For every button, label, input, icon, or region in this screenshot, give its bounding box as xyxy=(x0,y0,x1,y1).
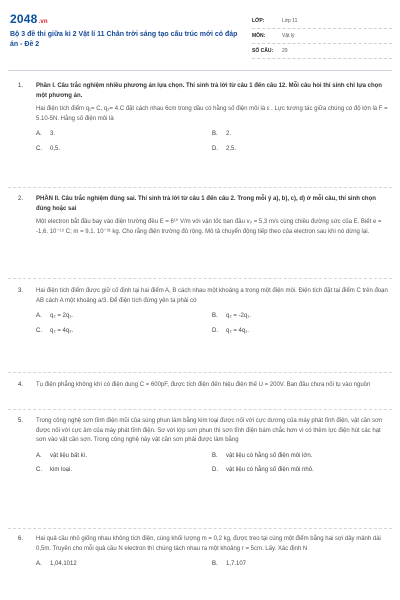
question-number: 1. xyxy=(18,83,24,89)
question-number: 3. xyxy=(18,288,24,294)
option-b[interactable]: B. vật liệu có hằng số điện môi lớn. xyxy=(212,452,313,459)
question-number: 6. xyxy=(18,536,24,542)
options-grid xyxy=(36,312,390,336)
meta-row-subject xyxy=(252,29,392,44)
option-c[interactable]: C. q₂ = 4q₃. xyxy=(36,327,74,334)
question-text: Tụ điện phẳng không khí có điện dung C = 600pF, được tích điện đến hiệu điện thế U = 200V. Ban đầu chưa nối tụ vào nguồn xyxy=(36,382,371,388)
question-divider xyxy=(8,187,392,188)
question-divider xyxy=(8,372,392,373)
meta-key: MÔN: xyxy=(252,33,266,39)
question-5 xyxy=(10,417,390,476)
question-divider xyxy=(8,409,392,410)
options-grid xyxy=(36,130,390,154)
section-instruction: Phần I. Câu trắc nghiệm nhiều phương án lựa chọn. Thí sinh trả lời từ câu 1 đến câu 12. Mỗi câu hỏi thí sinh chỉ lựa chọn một phương án. xyxy=(36,83,382,99)
logo-main: 2048 xyxy=(10,12,38,26)
option-a[interactable]: A. 1,04.1012 xyxy=(36,561,77,567)
question-6 xyxy=(10,535,390,570)
option-c[interactable]: C. kim loại. xyxy=(36,467,73,473)
question-4 xyxy=(10,381,390,395)
option-c[interactable]: C. 0,5. xyxy=(36,145,61,152)
option-b[interactable]: B. 1,7.107 xyxy=(212,561,247,567)
question-2 xyxy=(10,195,390,241)
meta-row-count xyxy=(252,44,392,59)
question-number: 4. xyxy=(18,382,24,388)
meta-value: Vật lý xyxy=(282,33,295,39)
section-instruction: PHẦN II. Câu trắc nghiệm đúng sai. Thí sinh trả lời từ câu 1 đến câu 2. Trong mỗi ý a), b), c), d) ở mỗi câu, thí sinh chọn đúng hoặc sai xyxy=(36,196,376,212)
site-logo[interactable] xyxy=(10,12,48,26)
question-3 xyxy=(10,287,390,336)
logo-suffix: .vn xyxy=(38,19,48,25)
option-a[interactable]: A. vật liệu bất kì. xyxy=(36,452,88,459)
option-a[interactable]: A. 3. xyxy=(36,131,56,137)
meta-row-class xyxy=(252,14,392,29)
question-text: Trong công nghệ sơn tĩnh điện mũi của súng phun làm bằng kim loại được nối với cực dương của máy phát tĩnh điện, vật cần sơn được nối với cực âm của máy phát tĩnh điện. Sơ với lớp sơn phun thì sơn tĩnh điện bám chắc hơn vì có thêm lực điện hút các hạt sơn vào vật cần sơn. Trong công nghệ này vật cần sơn phải được làm bằng xyxy=(36,418,383,443)
question-text: Hai điện tích điểm được giữ cố định tại hai điểm A, B cách nhau một khoảng a trong một điện môi. Điện tích đặt tại điểm C trên đoạn AB cách A một khoảng a/3. Để điện tích đứng yên ta phải có xyxy=(36,288,388,304)
option-b[interactable]: B. 2. xyxy=(212,131,232,137)
question-text: Hai điện tích điểm q₁= C, q₂= 4.C đặt cách nhau 6cm trong dầu có hằng số điện môi là ε . Lực tương tác giữa chúng có độ lớn là F = 5.10-5N. Hằng số điện môi là xyxy=(36,106,388,122)
question-text: Một electron bắt đầu bay vào điện trường đều E = 6¹⁰ V/m với vận tốc ban đầu v₀ = 5,3 m/s cùng chiều đường sức của E. Biết e = -1,6. 10⁻¹⁹ C; m = 9,1. 10⁻³¹ kg. Cho rằng điện trường đủ rộng. Mô tả chuyển động tiếp theo của electron sau khi nó dừng lại. xyxy=(36,219,382,235)
document-meta xyxy=(252,14,392,59)
options-grid xyxy=(36,560,390,570)
document-title: Bộ 3 đề thi giữa kì 2 Vật lí 11 Chân trời sáng tạo cấu trúc mới có đáp án - Đề 2 xyxy=(10,31,238,48)
option-b[interactable]: B. q₂ = -2q₁. xyxy=(212,313,251,319)
meta-value: Lớp 11 xyxy=(282,18,298,24)
meta-value: 29 xyxy=(282,48,288,54)
question-text: Hai quả cầu nhỏ giống nhau không tích điện, cùng khối lượng m = 0,2 kg, được treo tại cùng một điểm bằng hai sợi dây mảnh dài 0,5m. Truyền cho mỗi quả cầu N electron thì chúng tách nhau ra một khoảng r = 5cm. Lấy. Xác định N xyxy=(36,536,381,552)
option-d[interactable]: D. q₂ = 4q₁. xyxy=(212,327,249,334)
header-divider xyxy=(8,70,392,71)
options-grid xyxy=(36,452,390,476)
option-d[interactable]: D. vật liệu có hằng số điện môi nhỏ. xyxy=(212,467,314,473)
question-1 xyxy=(10,82,390,154)
question-divider xyxy=(8,278,392,279)
question-number: 2. xyxy=(18,196,24,202)
meta-key: LỚP: xyxy=(252,18,265,24)
question-number: 5. xyxy=(18,418,24,424)
option-a[interactable]: A. q₂ = 2q₁. xyxy=(36,313,73,319)
meta-key: SỐ CÂU: xyxy=(252,48,274,54)
question-divider xyxy=(8,528,392,529)
option-d[interactable]: D. 2,5. xyxy=(212,145,237,152)
